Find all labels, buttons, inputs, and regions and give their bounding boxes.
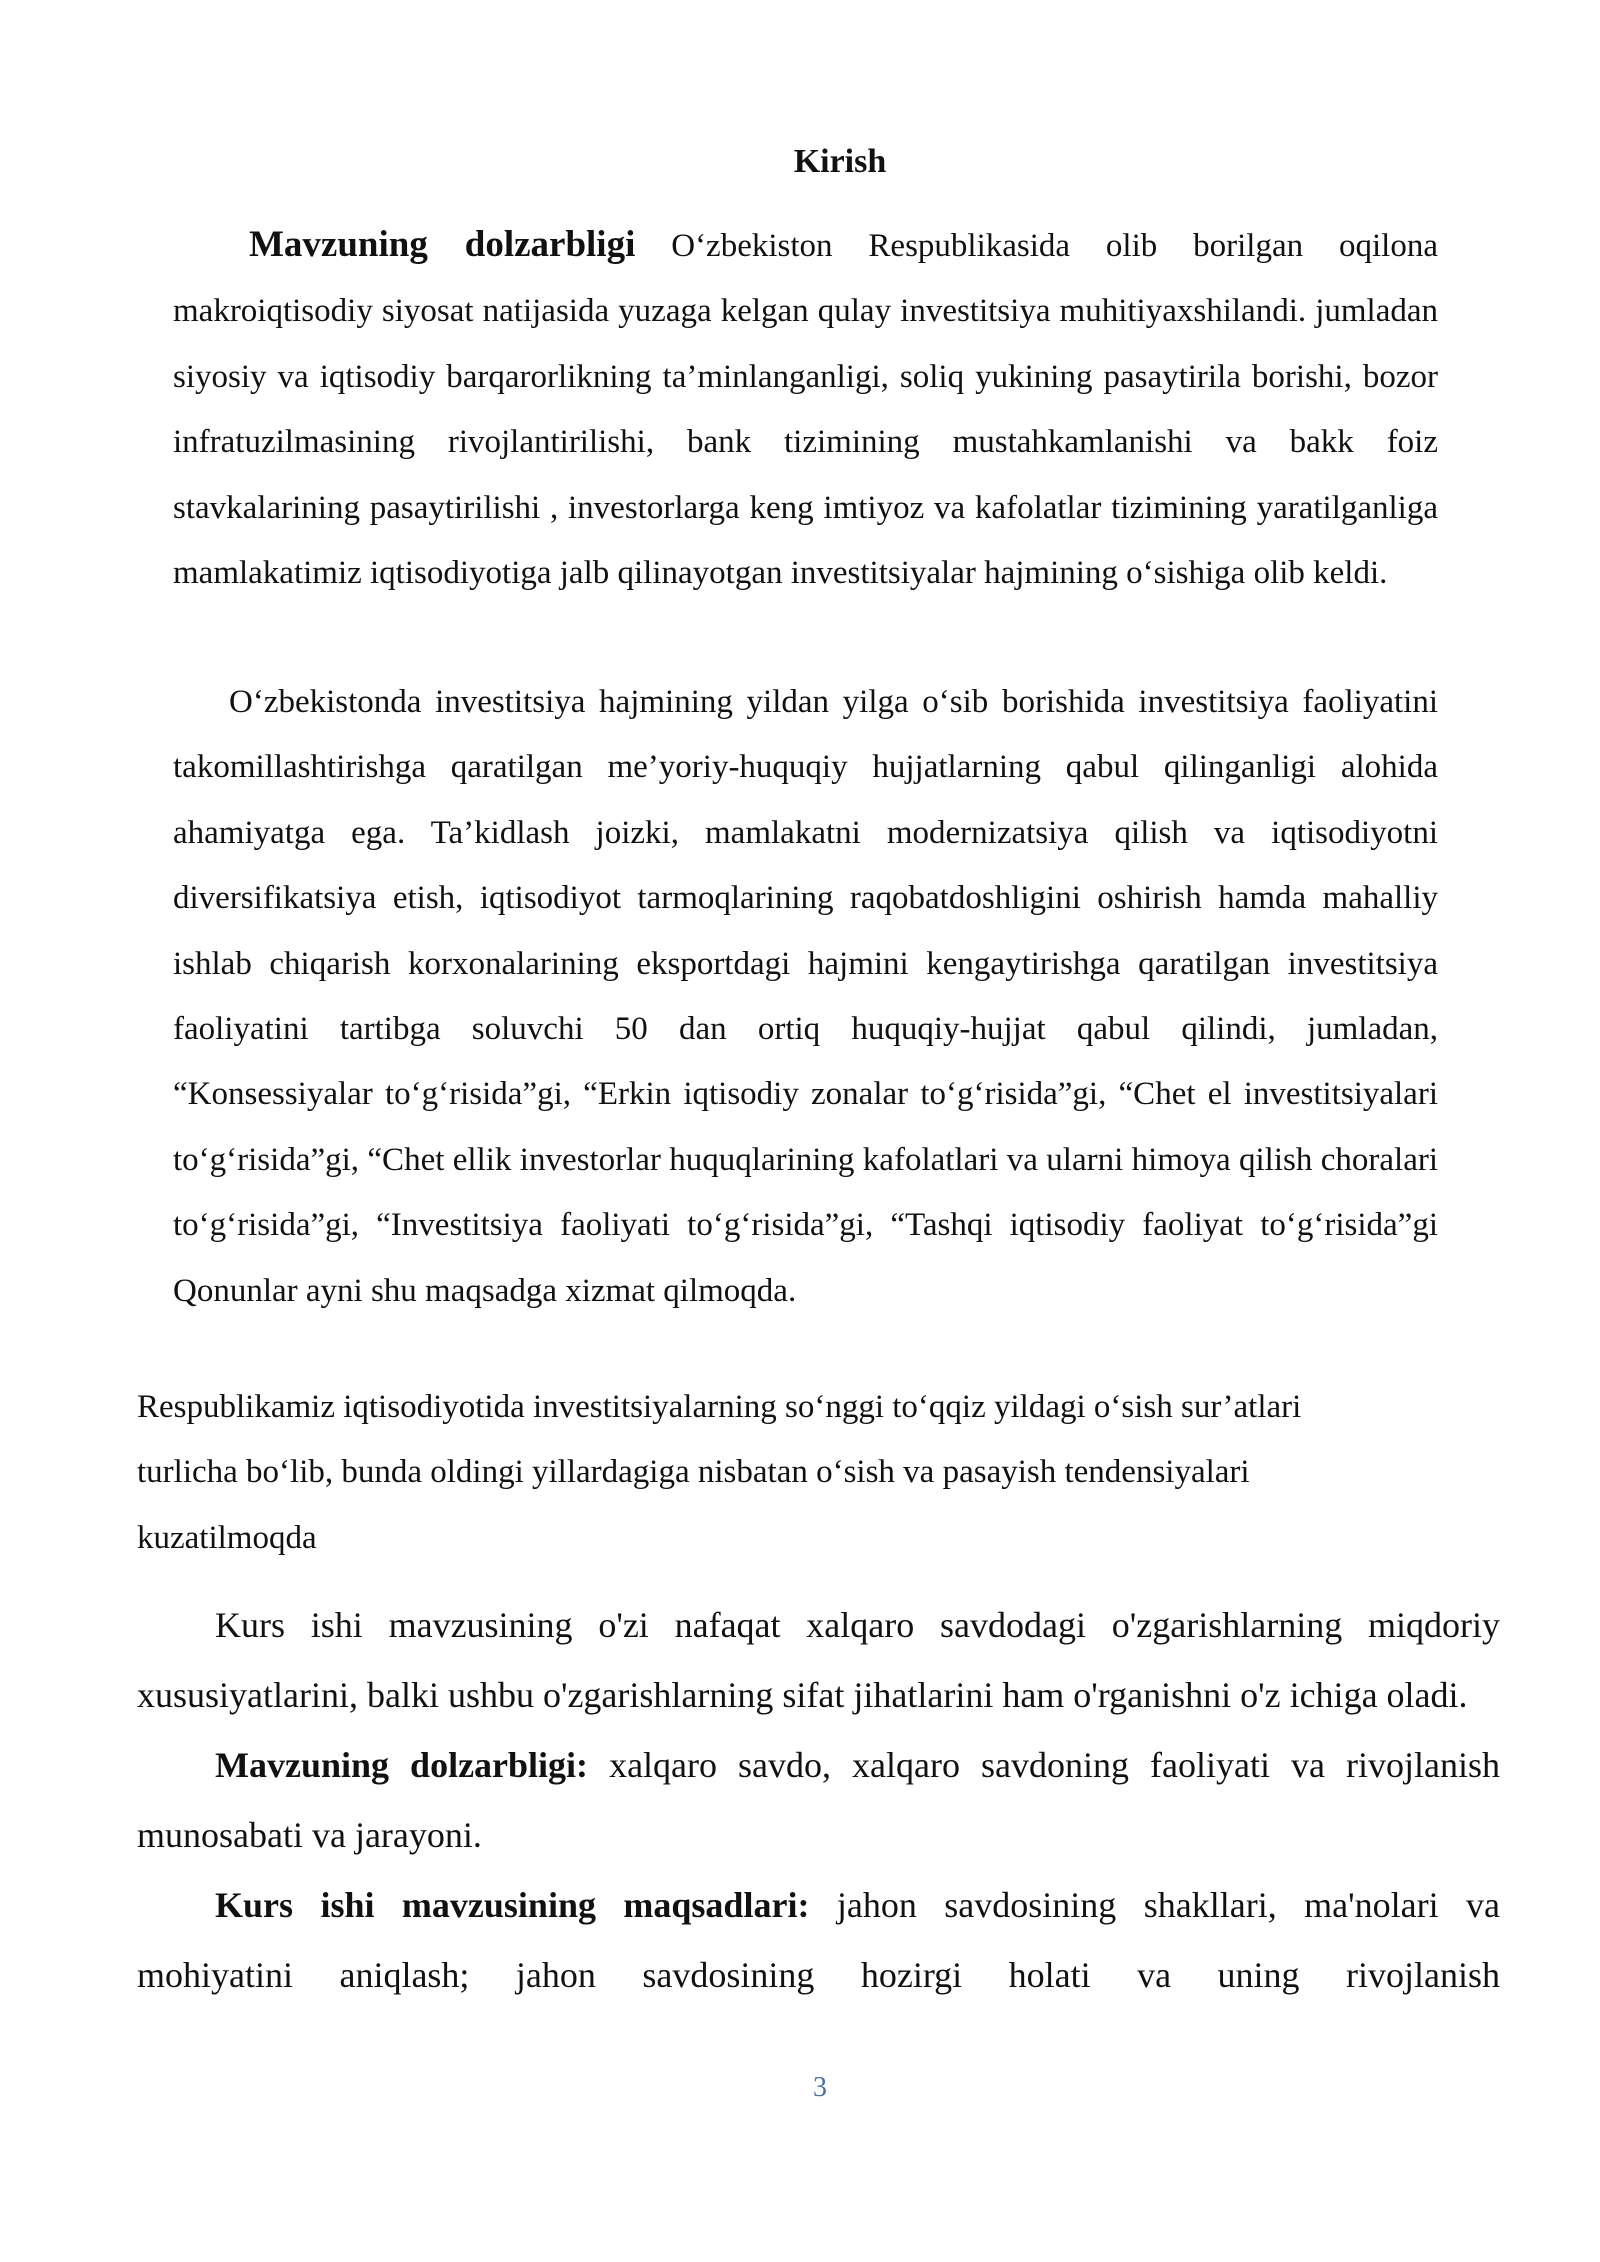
paragraph-lead: Mavzuning dolzarbligi: [249, 224, 636, 265]
growth-rates-block: [137, 1375, 1467, 1571]
paragraph-course-topic: Kurs ishi mavzusining o'zi nafaqat xalqaro savdodagi o'zgarishlarning miqdoriy xususiyatlarini, balki ushbu o'zgarishlarning sifat jihatlarini ham o'rganishni o'z ichiga oladi.: [137, 1605, 1500, 1715]
paragraph-topic-relevance: [137, 1730, 1500, 1870]
paragraph-text: jahon savdosining shakllari, ma'nolari va mohiyatini aniqlash; jahon savdosining hozirgi holati va uning rivojlanish: [137, 1885, 1501, 1995]
intro-block: [173, 212, 1438, 606]
paragraph-course-goals: [137, 1870, 1500, 2010]
paragraph-text: O‘zbekiston Respublikasida olib borilgan oqilona makroiqtisodiy siyosat natijasida yuzaga kelgan qulay investitsiya muhitiyaxshilandi. jumladan siyosiy va iqtisodiy barqarorlikning ta’minlanganligi, soliq yukining pasaytirila borishi, bozor infratuzilmasining rivojlantirilishi, bank tizimining mustahkamlanishi va bakk foiz stavkalarining pasaytirilishi , investorlarga keng imtiyoz va kafolatlar tizimining yaratilganliga mamlakatimiz iqtisodiyotiga jalb qilinayotgan investitsiyalar hajmining o‘sishiga olib keldi.: [173, 228, 1438, 592]
page-number: 3: [813, 2072, 827, 2103]
paragraph-text: xalqaro savdo, xalqaro savdoning faoliyati va rivojlanish munosabati va jarayoni.: [137, 1745, 1500, 1855]
paragraph-investment-growth: O‘zbekistonda investitsiya hajmining yildan yilga o‘sib borishida investitsiya faoliyatini takomillashtirishga qaratilgan me’yoriy-huquqiy hujjatlarning qabul qilinganligi alohida ahamiyatga ega. Ta’kidlash joizki, mamlakatni modernizatsiya qilish va iqtisodiyotni diversifikatsiya etish, iqtisodiyot tarmoqlarining raqobatdoshligini oshirish hamda mahalliy ishlab chiqarish korxonalarining eksportdagi hajmini kengaytirishga qaratilgan investitsiya faoliyatini tartibga soluvchi 50 dan ortiq huquqiy-hujjat qabul qilindi, jumladan, “Konsessiyalar to‘g‘risida”gi, “Erkin iqtisodiy zonalar to‘g‘risida”gi, “Chet el investitsiyalari to‘g‘risida”gi, “Chet ellik investorlar huquqlarining kafolatlari va ularni himoya qilish choralari to‘g‘risida”gi, “Investitsiya faoliyati to‘g‘risida”gi, “Tashqi iqtisodiy faoliyat to‘g‘risida”gi Qonunlar ayni shu maqsadga xizmat qilmoqda.: [173, 684, 1438, 1309]
growth-rates-line: kuzatilmoqda: [137, 1519, 317, 1556]
paragraph-lead: Kurs ishi mavzusining maqsadlari:: [215, 1885, 810, 1925]
growth-rates-line: Respublikamiz iqtisodiyotida investitsiyalarning so‘nggi to‘qqiz yildagi o‘sish sur’atlari: [137, 1389, 1302, 1425]
growth-rates-line: turlicha bo‘lib, bunda oldingi yillardagiga nisbatan o‘sish va pasayish tendensiyalari: [137, 1454, 1250, 1491]
investment-block: [173, 670, 1438, 1324]
paragraph-relevance: [173, 212, 1438, 606]
page-title: Kirish: [793, 143, 887, 180]
paragraph-lead: Mavzuning dolzarbligi:: [215, 1745, 589, 1785]
course-work-block: [137, 1590, 1500, 2010]
